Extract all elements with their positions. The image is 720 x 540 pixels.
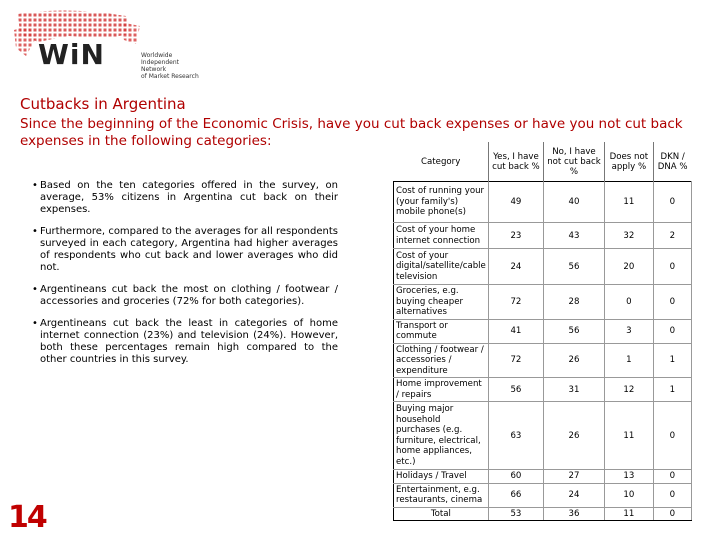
cell-yes: 72 (488, 343, 543, 378)
row-category: Clothing / footwear / accessories / expenditure (394, 343, 489, 378)
cell-dk: 1 (653, 378, 691, 402)
cell-yes: 49 (488, 182, 543, 223)
page-number: 14 (8, 500, 46, 535)
cell-dk: 2 (653, 223, 691, 249)
page-title: Cutbacks in Argentina (20, 95, 186, 113)
cell-yes: 56 (488, 378, 543, 402)
table-row (394, 223, 692, 249)
row-category: Cost of your digital/satellite/cable television (394, 249, 489, 285)
total-yes: 53 (488, 507, 543, 521)
cell-no: 40 (544, 182, 605, 223)
total-dk: 0 (653, 507, 691, 521)
table-row (394, 378, 692, 402)
total-label: Total (394, 507, 489, 521)
cell-yes: 66 (488, 483, 543, 507)
header-na: Does not apply % (604, 142, 653, 182)
row-category: Groceries, e.g. buying cheaper alternatives (394, 285, 489, 320)
cell-dk: 0 (653, 402, 691, 470)
cell-dk: 0 (653, 319, 691, 343)
cell-na: 10 (604, 483, 653, 507)
cell-no: 31 (544, 378, 605, 402)
cell-no: 28 (544, 285, 605, 320)
win-logo (8, 8, 199, 80)
cell-na: 11 (604, 182, 653, 223)
cutbacks-table (393, 142, 692, 521)
cell-dk: 0 (653, 483, 691, 507)
cell-yes: 23 (488, 223, 543, 249)
row-category: Transport or commute (394, 319, 489, 343)
cell-dk: 0 (653, 249, 691, 285)
cell-na: 1 (604, 343, 653, 378)
row-category: Home improvement / repairs (394, 378, 489, 402)
cell-no: 27 (544, 470, 605, 484)
total-na: 11 (604, 507, 653, 521)
table-row (394, 343, 692, 378)
page-subtitle: Since the beginning of the Economic Crisis, have you cut back expenses or have you not cut back expenses in the following categories: (20, 116, 683, 149)
cell-dk: 0 (653, 470, 691, 484)
table-row (394, 249, 692, 285)
cell-no: 56 (544, 249, 605, 285)
cell-dk: 0 (653, 285, 691, 320)
row-category: Cost of your home internet connection (394, 223, 489, 249)
logo-tagline-line: Worldwide (141, 52, 173, 59)
logo-tagline (141, 52, 201, 80)
logo-tagline-line: Independent Network (141, 59, 180, 73)
cell-na: 32 (604, 223, 653, 249)
row-category: Entertainment, e.g. restaurants, cinema (394, 483, 489, 507)
header-yes: Yes, I have cut back % (488, 142, 543, 182)
total-no: 36 (544, 507, 605, 521)
header-no: No, I have not cut back % (544, 142, 605, 182)
cell-yes: 41 (488, 319, 543, 343)
cell-no: 24 (544, 483, 605, 507)
cell-na: 20 (604, 249, 653, 285)
cell-no: 26 (544, 343, 605, 378)
cell-no: 56 (544, 319, 605, 343)
row-category: Cost of running your (your family's) mobile phone(s) (394, 182, 489, 223)
header-category: Category (394, 142, 489, 182)
row-category: Buying major household purchases (e.g. furniture, electrical, home appliances, etc.) (394, 402, 489, 470)
cell-na: 11 (604, 402, 653, 470)
cell-na: 13 (604, 470, 653, 484)
cell-dk: 0 (653, 182, 691, 223)
cell-yes: 63 (488, 402, 543, 470)
logo-wordmark: WiN (38, 38, 105, 71)
table-row (394, 319, 692, 343)
cell-no: 26 (544, 402, 605, 470)
finding-item: • Argentineans cut back the most on clothing / footwear / accessories and groceries (72% for both categories). (32, 284, 338, 308)
table-row (394, 402, 692, 470)
cell-no: 43 (544, 223, 605, 249)
table-row (394, 182, 692, 223)
cell-na: 3 (604, 319, 653, 343)
cell-yes: 24 (488, 249, 543, 285)
header-dk: DKN / DNA % (657, 151, 688, 172)
table-row (394, 470, 692, 484)
row-category: Holidays / Travel (394, 470, 489, 484)
findings-list (32, 180, 338, 376)
cell-yes: 72 (488, 285, 543, 320)
table-total-row (394, 507, 692, 521)
table-row (394, 483, 692, 507)
finding-item: • Argentineans cut back the least in categories of home internet connection (23%) and television (24%). However, both these percentages remain high compared to the other countries in this survey. (32, 318, 338, 366)
cell-na: 0 (604, 285, 653, 320)
cell-dk: 1 (653, 343, 691, 378)
cell-na: 12 (604, 378, 653, 402)
finding-item: • Furthermore, compared to the averages for all respondents surveyed in each category, Argentina had higher averages of respondents who cut back and lower averages who did not. (32, 226, 338, 274)
cell-yes: 60 (488, 470, 543, 484)
finding-item: • Based on the ten categories offered in the survey, on average, 53% citizens in Argentina cut back on their expenses. (32, 180, 338, 216)
table-header-row (394, 142, 692, 182)
logo-tagline-line: of Market Research (141, 73, 199, 80)
table-row (394, 285, 692, 320)
